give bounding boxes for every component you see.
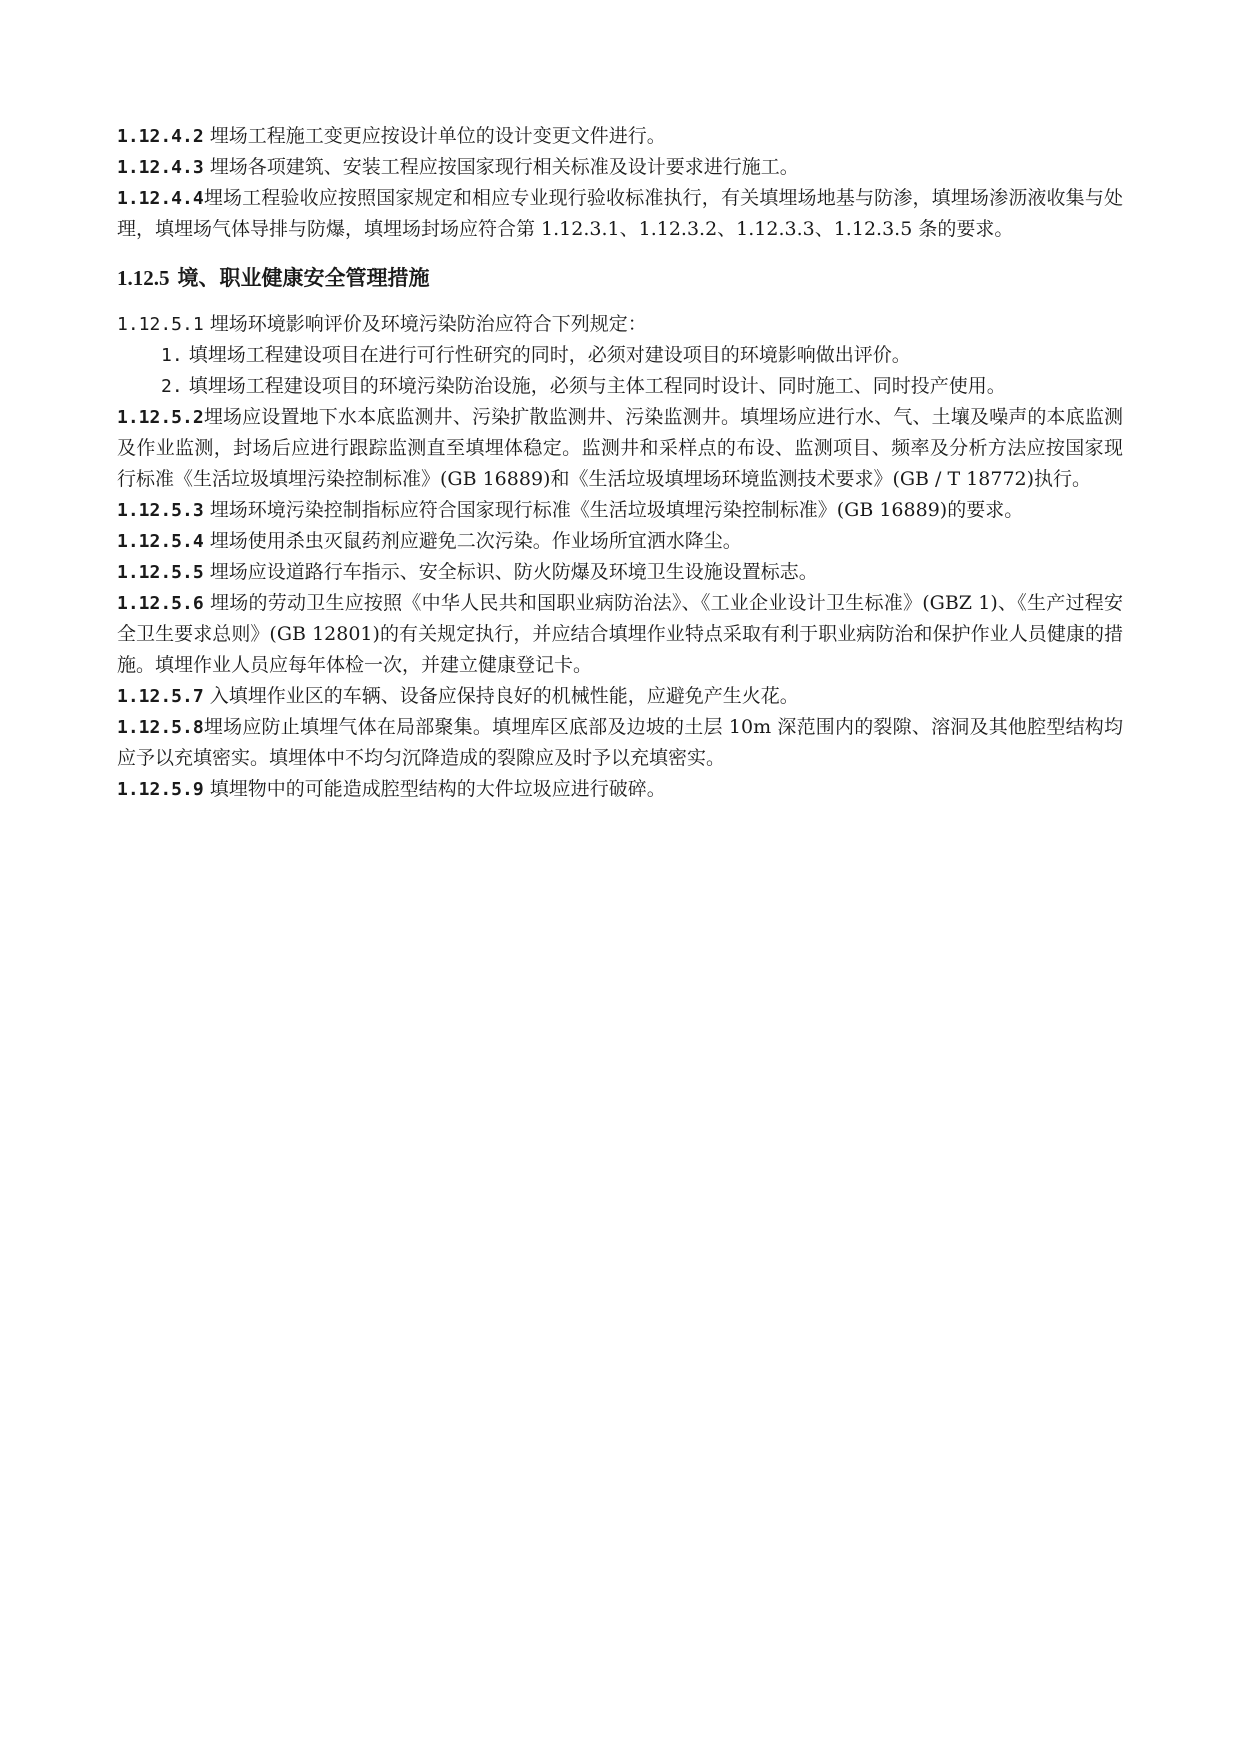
clause-number: 1.12.4.4: [117, 188, 204, 209]
clause-number: 1.12.5.3: [117, 500, 204, 521]
clause-1-12-5-5: [117, 557, 1123, 588]
clause-number: 1.12.5.9: [117, 779, 204, 800]
clause-text: 入填埋作业区的车辆、设备应保持良好的机械性能，应避免产生火花。: [203, 685, 799, 707]
list-item-text: 填埋场工程建设项目在进行可行性研究的同时，必须对建设项目的环境影响做出评价。: [182, 344, 911, 366]
clause-1-12-5-8: [117, 712, 1123, 774]
clause-number: 1.12.5.2: [117, 407, 204, 428]
clause-text: 埋场应设置地下水本底监测井、污染扩散监测井、污染监测井。填埋场应进行水、气、土壤及噪声的本底监测及作业监测，封场后应进行跟踪监测直至填埋体稳定。监测井和采样点的布设、监测项目、频率及分析方法应按国家现行标准《生活垃圾填埋污染控制标准》(GB 16889)和《生活垃圾填埋场环境监测技术要求》(GB / T 18772)执行。: [117, 406, 1123, 490]
list-item-number: 1.: [161, 345, 183, 366]
list-item-text: 填埋场工程建设项目的环境污染防治设施，必须与主体工程同时设计、同时施工、同时投产使用。: [182, 375, 1006, 397]
clause-text: 埋场的劳动卫生应按照《中华人民共和国职业病防治法》、《工业企业设计卫生标准》(GBZ 1)、《生产过程安全卫生要求总则》(GB 12801)的有关规定执行，并应结合填埋作业特点采取有利于职业病防治和保护作业人员健康的措施。填埋作业人员应每年体检一次，并建立健康登记卡。: [117, 592, 1123, 676]
clause-text: 埋场工程施工变更应按设计单位的设计变更文件进行。: [203, 125, 666, 147]
clause-number: 1.12.5.5: [117, 562, 204, 583]
section-heading: [117, 263, 1123, 293]
section-number: 1.12.5: [117, 266, 170, 290]
clause-1-12-4-3: [117, 152, 1123, 183]
clause-text: 埋场应防止填埋气体在局部聚集。填埋库区底部及边坡的土层 10m 深范围内的裂隙、溶洞及其他腔型结构均应予以充填密实。填埋体中不均匀沉降造成的裂隙应及时予以充填密实。: [117, 716, 1123, 769]
clause-text: 埋场应设道路行车指示、安全标识、防火防爆及环境卫生设施设置标志。: [203, 561, 818, 583]
list-item-2: [117, 371, 1123, 402]
clause-text: 埋场环境污染控制指标应符合国家现行标准《生活垃圾填埋污染控制标准》(GB 16889)的要求。: [203, 499, 1024, 521]
clause-text: 填埋物中的可能造成腔型结构的大件垃圾应进行破碎。: [203, 778, 666, 800]
clause-1-12-5-9: [117, 774, 1123, 805]
clause-1-12-5-3: [117, 495, 1123, 526]
clause-text: 埋场各项建筑、安装工程应按国家现行相关标准及设计要求进行施工。: [203, 156, 799, 178]
clause-number: 1.12.5.4: [117, 531, 204, 552]
list-item-number: 2.: [161, 376, 183, 397]
clause-text: 埋场环境影响评价及环境污染防治应符合下列规定：: [203, 313, 647, 335]
list-item-1: [117, 340, 1123, 371]
clause-number: 1.12.4.3: [117, 157, 204, 178]
clause-1-12-4-2: [117, 121, 1123, 152]
clause-number: 1.12.4.2: [117, 126, 204, 147]
clause-1-12-4-4: [117, 183, 1123, 245]
clause-1-12-5-6: [117, 588, 1123, 681]
clause-number: 1.12.5.8: [117, 717, 204, 738]
clause-number: 1.12.5.7: [117, 686, 204, 707]
document-page: [117, 121, 1123, 805]
clause-text: 埋场使用杀虫灭鼠药剂应避免二次污染。作业场所宜洒水降尘。: [203, 530, 742, 552]
clause-1-12-5-1: [117, 309, 1123, 340]
section-title: 境、职业健康安全管理措施: [177, 266, 430, 290]
clause-1-12-5-4: [117, 526, 1123, 557]
clause-1-12-5-2: [117, 402, 1123, 495]
clause-number: 1.12.5.1: [117, 314, 204, 335]
clause-1-12-5-7: [117, 681, 1123, 712]
clause-text: 埋场工程验收应按照国家规定和相应专业现行验收标准执行，有关填埋场地基与防渗，填埋场渗沥液收集与处理，填埋场气体导排与防爆，填埋场封场应符合第 1.12.3.1、1.12.3.2、1.12.3.3、1.12.3.5 条的要求。: [117, 187, 1123, 240]
clause-number: 1.12.5.6: [117, 593, 204, 614]
